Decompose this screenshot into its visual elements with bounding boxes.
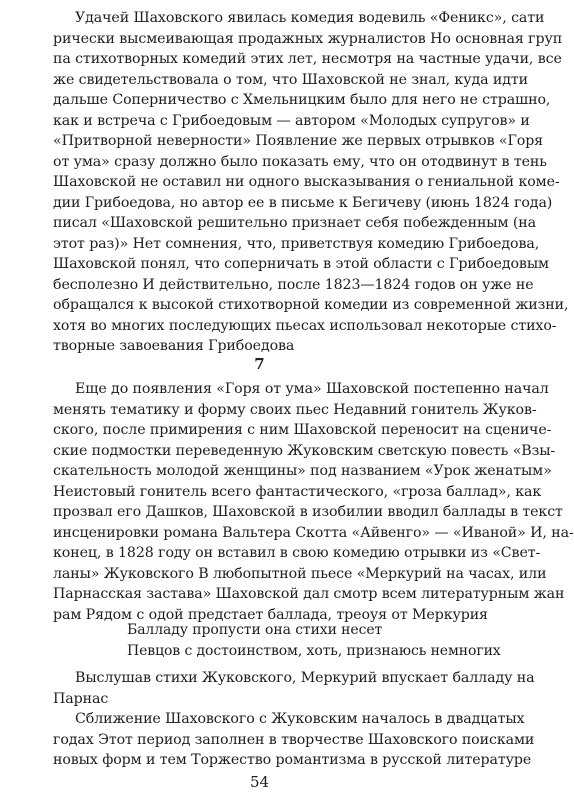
text-line: творные завоевания Грибоедова: [53, 338, 295, 354]
text-line: дии Грибоедова, но автор ее в письме к Бегичеву (июнь 1824 года): [53, 194, 553, 211]
text-line: ланы» Жуковского В любопытной пьесе «Меркурий на часах, или: [53, 565, 547, 582]
text-line: Шаховской понял, что соперничать в этой области с Грибоедовым: [53, 256, 549, 272]
text-line: этот раз)» Нет сомнения, что, приветствуя комедию Грибоедова,: [53, 235, 540, 252]
text-line: Еще до появления «Горя от ума» Шаховской постепенно начал: [75, 381, 549, 397]
text-line: рам Рядом с одой предстает баллада, треоуя от Меркурия: [53, 606, 488, 623]
text-line: Неистовый гонитель всего фантастического, «гроза баллад», как: [53, 483, 542, 500]
text-line: Шаховской не оставил ни одного высказывания о гениальной коме-: [53, 174, 560, 190]
page-number: 54: [249, 773, 270, 791]
text-line: Удачей Шаховского явилась комедия водевиль «Феникс», сати: [75, 10, 545, 26]
verse-line: Балладу пропусти она стихи несет: [127, 622, 383, 638]
text-line: Сближение Шаховского с Жуковским началось в двадцатых: [75, 711, 525, 727]
text-line: «Притворной неверности» Появление же первых отрывков «Горя: [53, 133, 544, 149]
text-line: инсценировки романа Вальтера Скотта «Айвенго» — «Иваной» И, на-: [53, 524, 574, 541]
text-line: скательность молодой женщины» под названием «Урок женатым»: [53, 463, 552, 479]
paragraph-zhukovsky: [53, 668, 535, 771]
text-line: от ума» сразу должно было показать ему, что он отодвинут в тень: [53, 153, 547, 170]
verse-line: Певцов с достоинством, хоть, признаюсь немногих: [127, 643, 501, 659]
text-line: новых форм и тем Торжество романтизма в русской литературе: [53, 752, 532, 768]
verse-quote: [127, 620, 501, 662]
text-line: Выслушав стихи Жуковского, Меркурий впускает балладу на: [75, 670, 535, 686]
paragraph-shakhovskoy-comedies: [53, 8, 569, 357]
text-line: ского, после примирения с ним Шаховской переносит на сцениче-: [53, 422, 552, 438]
text-line: Парнас: [53, 690, 109, 707]
text-line: ские подмостки переведенную Жуковским светскую повесть «Взы-: [53, 442, 556, 459]
text-line: конец, в 1828 году он вставил в свою комедию отрывки из «Свет-: [53, 545, 541, 561]
text-line: годах Этот период заполнен в творчестве Шаховского поисками: [53, 731, 535, 748]
text-line: рически высмеивающая продажных журналистов Но основная груп: [53, 30, 563, 47]
text-line: как и встреча с Грибоедовым — автором «Молодых супругов» и: [53, 112, 530, 129]
text-line: писал «Шаховской решительно признает себя побежденным (на: [53, 215, 536, 231]
paragraph-ballads: [53, 379, 574, 625]
text-line: бесполезно И действительно, после 1823—1824 годов он уже не: [53, 276, 534, 293]
text-line: хотя во многих последующих пьесах использовал некоторые стихо-: [53, 317, 557, 334]
text-line: па стихотворных комедий этих лет, несмотря на частные удачи, все: [53, 51, 562, 67]
text-line: прозвал его Дашков, Шаховской в изобилии вводил баллады в текст: [53, 504, 563, 520]
text-line: же свидетельствовала о том, что Шаховской не знал, куда идти: [53, 71, 528, 88]
text-line: обращался к высокой стихотворной комедии из современной жизни,: [53, 297, 569, 313]
section-number: 7: [254, 355, 265, 373]
text-line: Парнасская застава» Шаховской дал смотр всем литературным жан: [53, 586, 565, 602]
text-line: менять тематику и форму своих пьес Недавний гонитель Жуков-: [53, 401, 537, 418]
text-line: дальше Соперничество с Хмельницким было для него не страшно,: [53, 92, 551, 108]
